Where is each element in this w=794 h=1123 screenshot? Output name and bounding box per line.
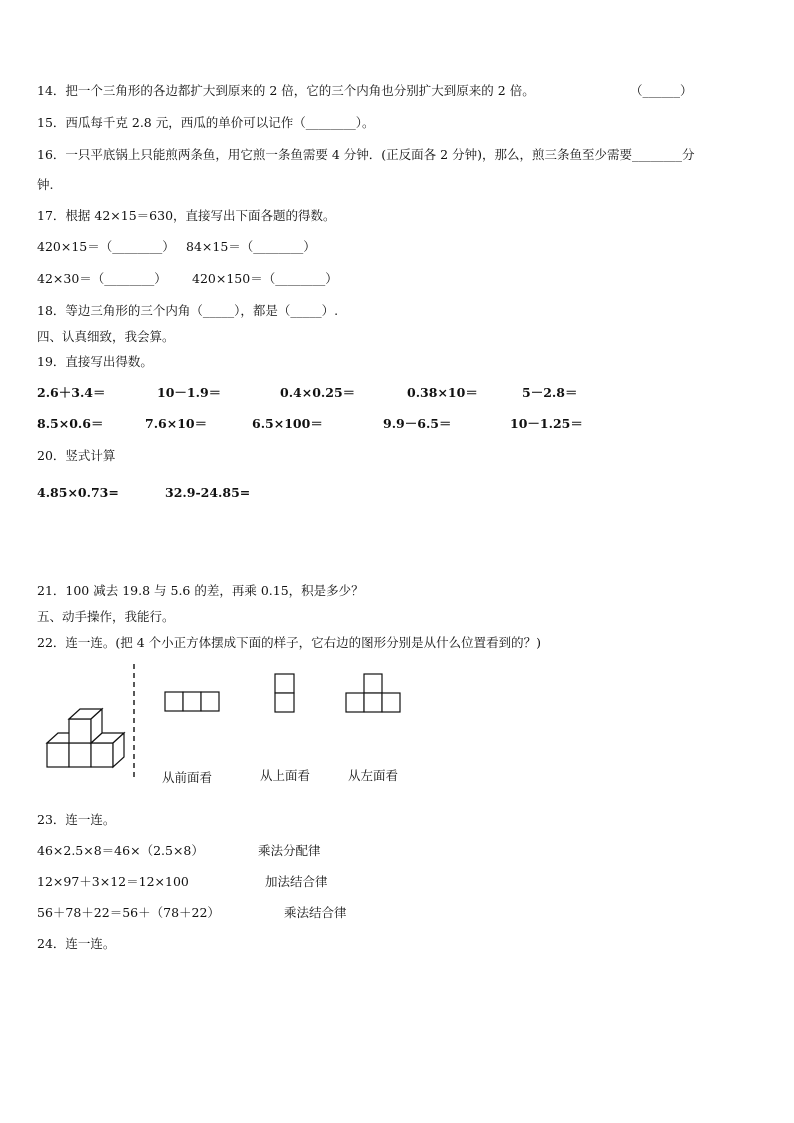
q19-r2-c3: 6.5×100＝: [252, 416, 323, 431]
q19-r2-c5: 10－1.25＝: [510, 416, 583, 431]
question-15: 15．西瓜每千克 2.8 元，西瓜的单价可以记作（________）。: [37, 115, 375, 130]
view-label-front: 从前面看: [162, 770, 213, 785]
question-23: 23．连一连。: [37, 812, 116, 827]
q19-r1-c5: 5－2.8＝: [522, 385, 578, 400]
q20-item-2: 32.9-24.85=: [165, 485, 251, 500]
q23-right-3: 乘法结合律: [284, 905, 347, 920]
q23-left-2: 12×97＋3×12＝12×100: [37, 874, 189, 889]
section-4-heading: 四、认真细致，我会算。: [37, 329, 175, 344]
q23-right-1: 乘法分配律: [258, 843, 321, 858]
q17-item-3: 42×30＝（________）: [37, 271, 167, 286]
q19-r2-c4: 9.9－6.5＝: [383, 416, 452, 431]
question-14: 14．把一个三角形的各边都扩大到原来的 2 倍，它的三个内角也分别扩大到原来的 2 倍。: [37, 83, 535, 98]
cube-stack-figure: [40, 660, 180, 785]
q17-item-1: 420×15＝（________）: [37, 239, 175, 254]
q19-r2-c2: 7.6×10＝: [145, 416, 208, 431]
dashed-divider: [128, 662, 140, 782]
q19-r1-c1: 2.6＋3.4＝: [37, 385, 106, 400]
question-18: 18．等边三角形的三个内角（_____），都是（_____）.: [37, 303, 339, 318]
question-16-line2: 钟.: [37, 177, 54, 192]
left-view-shape: [343, 672, 405, 714]
section-5-heading: 五、动手操作，我能行。: [37, 609, 175, 624]
q20-item-1: 4.85×0.73=: [37, 485, 119, 500]
q19-r1-c3: 0.4×0.25＝: [280, 385, 356, 400]
q23-left-3: 56＋78＋22＝56＋（78＋22）: [37, 905, 220, 920]
q19-r2-c1: 8.5×0.6＝: [37, 416, 104, 431]
front-view-shape: [163, 690, 223, 714]
q17-item-2: 84×15＝（________）: [186, 239, 316, 254]
question-19: 19．直接写出得数。: [37, 354, 153, 369]
question-20: 20．竖式计算: [37, 448, 116, 463]
q17-item-4: 420×150＝（________）: [192, 271, 338, 286]
q23-left-1: 46×2.5×8＝46×（2.5×8）: [37, 843, 204, 858]
view-label-left: 从左面看: [348, 768, 399, 783]
question-24: 24．连一连。: [37, 936, 116, 951]
view-label-top: 从上面看: [260, 768, 311, 783]
q23-right-2: 加法结合律: [265, 874, 328, 889]
question-21: 21．100 减去 19.8 与 5.6 的差，再乘 0.15，积是多少？: [37, 583, 364, 598]
answer-blank-14[interactable]: （______）: [630, 83, 693, 98]
q19-r1-c2: 10－1.9＝: [157, 385, 222, 400]
question-17: 17．根据 42×15＝630，直接写出下面各题的得数。: [37, 208, 336, 223]
q19-r1-c4: 0.38×10＝: [407, 385, 478, 400]
question-22: 22．连一连。(把 4 个小正方体摆成下面的样子，它右边的图形分别是从什么位置看到的？): [37, 635, 542, 650]
question-16-line1: 16．一只平底锅上只能煎两条鱼，用它煎一条鱼需要 4 分钟．(正反面各 2 分钟)，那么，煎三条鱼至少需要________分: [37, 147, 695, 162]
top-view-shape: [272, 672, 298, 714]
